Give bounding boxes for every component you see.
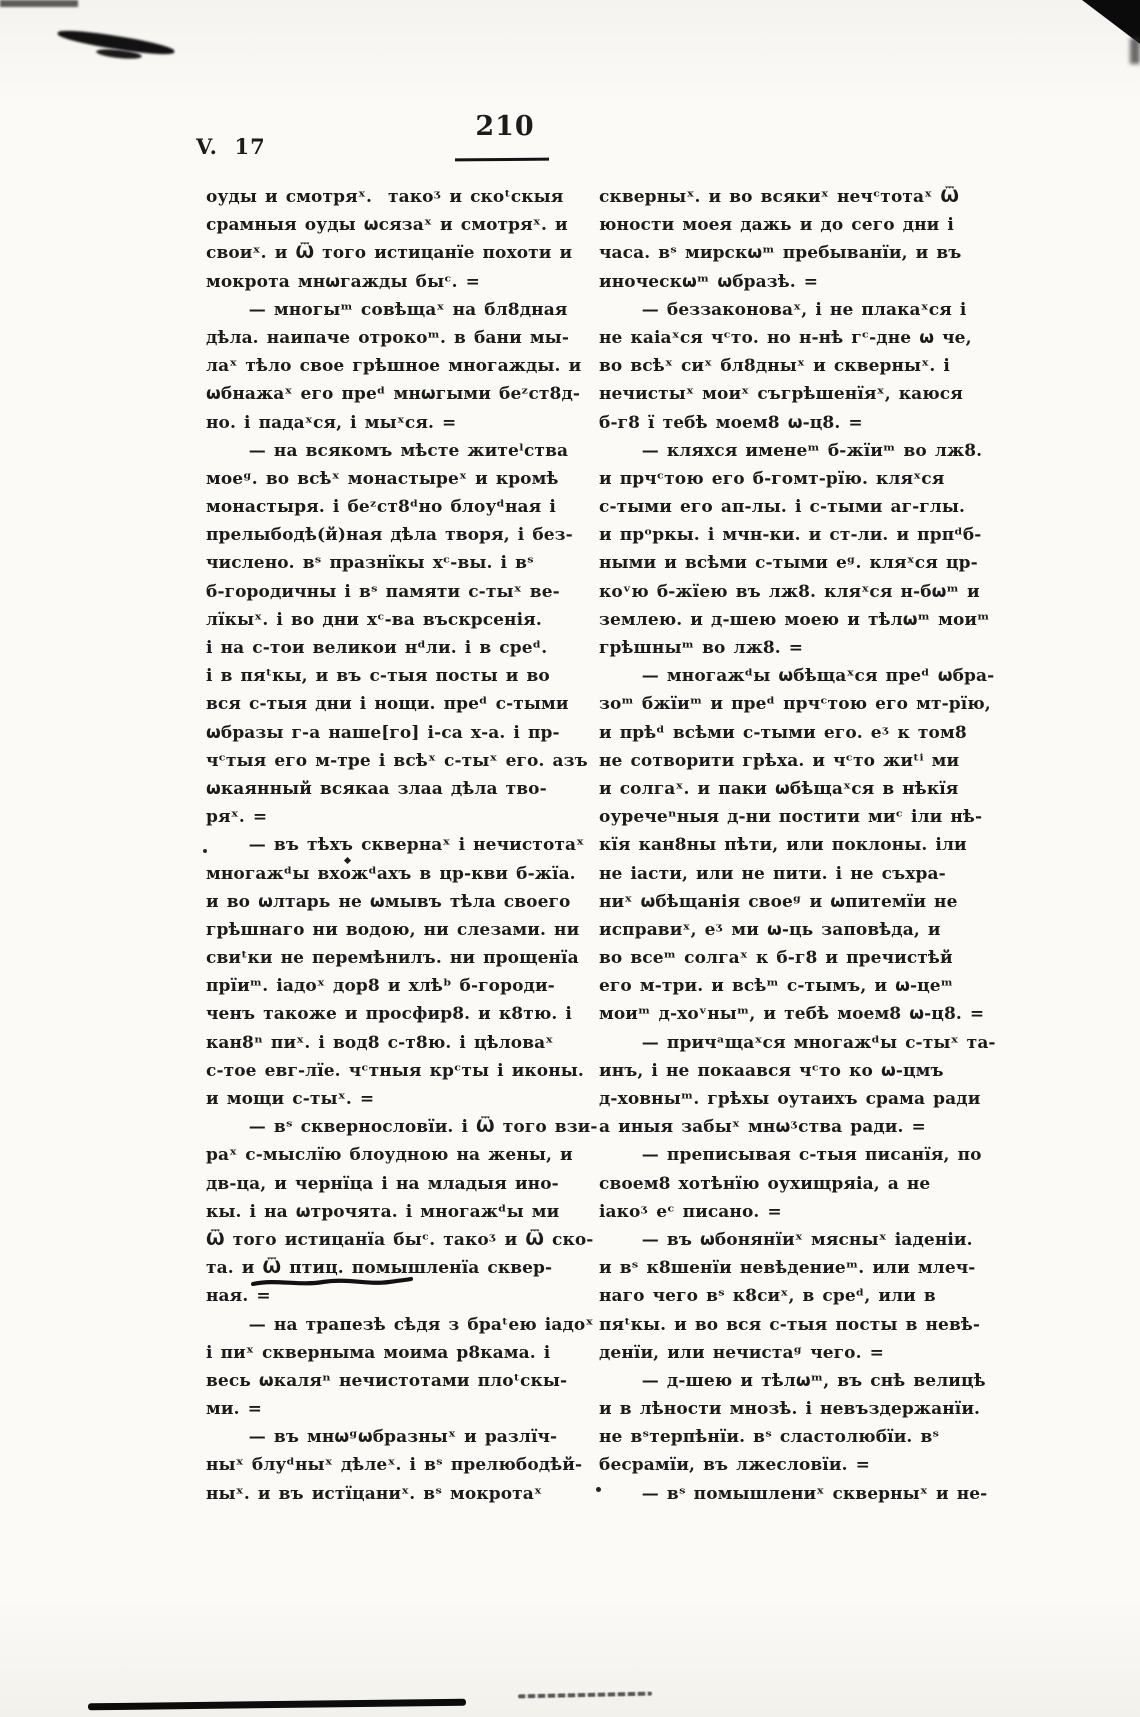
text-line: вся с-тыя дни і нощи. преᵈ с-тыми: [206, 694, 569, 715]
text-line: — многыᵐ совѣщаˣ на бл8дная: [206, 299, 568, 320]
text-line: прїиᵐ. іадоˣ дор8 и хлѣᵇ б-городи-: [206, 976, 555, 997]
text-line: числено. вˢ празнїкы хᶜ-вы. і вˢ: [206, 553, 534, 574]
text-line: д-ховныᵐ. грѣхы оутаихъ срама ради: [599, 1089, 981, 1109]
text-line: и прчᶜтою его б-гомт-рїю. кляˣся: [599, 468, 945, 489]
text-line: дѣла. наипаче отрокоᵐ. в бани мы-: [206, 327, 569, 348]
text-line: і в пяᵗкы, и въ с-тыя посты и во: [206, 666, 550, 687]
text-line: его м-три. и всѣᵐ с-тымъ, и ѡ-цеᵐ: [599, 976, 954, 997]
text-line: ми. =: [206, 1399, 262, 1420]
text-line: — вˢ сквернословїи. і Ѿ того взи-: [206, 1117, 598, 1138]
text-line: ѡбнажаˣ его преᵈ мнѡгыми беᶻст8д-: [206, 384, 581, 405]
text-line: — д-шею и тѣлѡᵐ, въ снѣ велицѣ: [599, 1370, 986, 1391]
text-line: дв-ца, и чернїца і на младыя ино-: [206, 1173, 559, 1194]
volume-mark: V. 17: [196, 134, 266, 159]
text-line: — беззаконоваˣ, і не плакаˣся і: [599, 299, 967, 320]
text-line: во всѣˣ сиˣ бл8дныˣ и скверныˣ. і: [599, 356, 950, 377]
text-line: наго чего вˢ к8сиˣ, в среᵈ, или в: [599, 1286, 936, 1307]
text-line: моеᵍ. во всѣˣ монастыреˣ и кромѣ: [206, 468, 559, 489]
text-line: бесрамїи, въ лжесловїи. =: [599, 1455, 870, 1476]
text-line: кы. і на ѡтрочята. і многажᵈы ми: [206, 1201, 560, 1222]
text-line: ченъ такоже и просфир8. и к8тю. і: [206, 1004, 572, 1025]
text-line: раˣ с-мыслїю блоудною на жены, и: [206, 1145, 573, 1166]
text-line: — кляхся именеᵐ б-жїиᵐ во лж8.: [599, 440, 983, 461]
text-line: но. і падаˣся, і мыˣся. =: [206, 412, 457, 433]
text-line: — въ мнѡᵍѡбразныˣ и разлїч-: [206, 1427, 558, 1448]
text-line: — преписывая с-тыя писанїя, по: [599, 1145, 982, 1166]
text-column-right: [599, 183, 996, 1508]
text-line: весь ѡкаляⁿ нечистотами плоᵗскы-: [206, 1370, 568, 1391]
text-line: ная. =: [206, 1286, 271, 1307]
handwritten-underline: [251, 1274, 413, 1290]
text-line: б-городичны і вˢ памяти с-тыˣ ве-: [206, 581, 560, 602]
text-line: мокрота мнѡгажды быᶜ. =: [206, 271, 480, 292]
text-line: и прᵒркы. і мчн-ки. и ст-ли. и прпᵈб-: [599, 525, 982, 546]
text-line: ными и всѣми с-тыми еᵍ. кляˣся цр-: [599, 553, 978, 574]
text-line: часа. вˢ мирскѡᵐ пребыванїи, и въ: [599, 243, 962, 264]
text-line: не каіаˣся чᶜто. но н-нѣ гᶜ-дне ѡ че,: [599, 327, 972, 348]
page-number-rule: [455, 158, 549, 162]
text-line: скверныˣ. и во всякиˣ нечᶜтотаˣ Ѿ: [599, 187, 959, 207]
text-line: не іасти, или не пити. і не съхра-: [599, 863, 946, 884]
text-line: б-г8 ї тебѣ моем8 ѡ-ц8. =: [599, 412, 863, 433]
text-line: іакоᶾ еᶜ писано. =: [599, 1201, 782, 1222]
text-line: грѣшныᵐ во лж8. =: [599, 638, 804, 658]
text-line: и вˢ к8шенїи невѣдениеᵐ. или млеч-: [599, 1258, 976, 1279]
text-line: инъ, і не покаався чᶜто ко ѡ-цмъ: [599, 1060, 944, 1081]
text-line: — на трапезѣ сѣдя з браᵗею іадоˣ: [206, 1314, 594, 1335]
text-line: не сотворити грѣха. и чᶜто жиᵗⁱ ми: [599, 750, 960, 771]
text-line: и прѣᵈ всѣми с-тыми его. еᶾ к том8: [599, 722, 967, 743]
text-line: иноческѡᵐ ѡбразѣ. =: [599, 271, 819, 292]
text-line: — на всякомъ мѣсте житеˡства: [206, 440, 569, 461]
text-line: а иныя забыˣ мнѡᶾства ради. =: [599, 1117, 926, 1138]
text-line: — въ тѣхъ сквернаˣ і нечистотаˣ: [206, 835, 585, 856]
text-line: во всеᵐ солгаˣ к б-г8 и пречистѣй: [599, 948, 953, 969]
text-line: монастыря. і беᶻст8ᵈно блоуᵈная і: [206, 497, 556, 518]
scan-artifact-edge: [0, 0, 78, 7]
text-line: ныˣ блуᵈныˣ дѣлеˣ. і вˢ прелюбодѣй-: [206, 1455, 583, 1476]
text-line: и в лѣности мнозѣ. і невъздержанїи.: [599, 1399, 981, 1420]
text-line: зоᵐ бжїиᵐ и преᵈ прчᶜтою его мт-рїю,: [599, 694, 991, 715]
text-line: с-тыми его ап-лы. і с-тыми аг-глы.: [599, 497, 966, 518]
text-line: і на с-тои великои нᵈли. і в среᵈ.: [206, 638, 548, 658]
scan-artifact-corner: [1130, 38, 1140, 64]
text-line: — многажᵈы ѡбѣщаˣся преᵈ ѡбра-: [599, 666, 995, 687]
text-line: не вˢтерпѣнїи. вˢ сластолюбїи. вˢ: [599, 1427, 940, 1448]
text-line: Ѿ того истицанїа быᶜ. такоᶾ и Ѿ ско-: [206, 1229, 594, 1250]
text-line: ѡкаянный всякаа злаа дѣла тво-: [206, 778, 547, 799]
text-line: срамныя оуды ѡсязаˣ и смотряˣ. и: [206, 215, 568, 236]
page-number: 210: [475, 111, 535, 142]
text-line: и солгаˣ. и паки ѡбѣщаˣся в нѣкїя: [599, 778, 959, 799]
scan-artifact-bottom-line: [518, 1692, 652, 1699]
text-line: — причᵃщаˣся многажᵈы с-тыˣ та-: [599, 1032, 996, 1053]
text-line: лаˣ тѣло свое грѣшное многажды. и: [206, 356, 582, 377]
text-line: — въ ѡбонянїиˣ мясныˣ іаденіи.: [599, 1229, 973, 1250]
text-line: и во ѡлтарь не ѡмывъ тѣла своего: [206, 891, 571, 912]
text-line: кан8ⁿ пиˣ. і вод8 с-т8ю. і цѣловаˣ: [206, 1032, 554, 1053]
text-line: землею. и д-шею моею и тѣлѡᵐ моиᵐ: [599, 609, 990, 630]
text-line: оуды и смотряˣ. такоᶾ и скоᵗскыя: [206, 187, 564, 207]
text-line: кїя кан8ны пѣти, или поклоны. іли: [599, 835, 967, 856]
text-line: лїкыˣ. і во дни хᶜ-ва въскрсенія.: [206, 609, 542, 630]
text-line: та. и Ѿ птиц. помышленїа сквер-: [206, 1258, 553, 1279]
text-line: и мощи с-тыˣ. =: [206, 1089, 375, 1109]
scan-artifact-bottom-line: [88, 1699, 466, 1711]
text-line: ниˣ ѡбѣщанія своеᵍ и ѡпитемїи не: [599, 891, 958, 912]
text-line: юности моея дажь и до сего дни і: [599, 215, 954, 236]
text-line: чᶜтыя его м-тре і всѣˣ с-тыˣ его. азъ: [206, 750, 588, 771]
text-line: оуречеⁿныя д-ни постити миᶜ іли нѣ-: [599, 807, 983, 828]
text-column-left: [206, 183, 598, 1508]
text-line: і пиˣ сквернымa моима р8кама. і: [206, 1342, 551, 1363]
text-line: ѡбразы г-а наше[го] і-са х-а. і пр-: [206, 722, 560, 743]
text-line: прелыбодѣ(й)ная дѣла творя, і без-: [206, 525, 573, 546]
text-line: свиᵗки не перемѣнилъ. ни прощенїа: [206, 948, 579, 969]
text-line: многажᵈы вхожᵈахъ в цр-кви б-жїа.: [206, 863, 576, 884]
text-line: ныˣ. и въ истїцаниˣ. вˢ мокротаˣ: [206, 1483, 543, 1504]
text-line: грѣшнаго ни водою, ни слезами. ни: [206, 919, 580, 940]
text-line: с-тое евг-лїе. чᶜтныя крᶜты і иконы.: [206, 1060, 584, 1081]
text-line: нечистыˣ моиˣ съгрѣшенїяˣ, каюся: [599, 384, 963, 405]
text-line: своиˣ. и Ѿ того истицанїе похоти и: [206, 243, 573, 264]
text-line: денїи, или нечистаᵍ чего. =: [599, 1342, 885, 1363]
text-line: коᵛю б-жїею въ лж8. кляˣся н-бѡᵐ и: [599, 581, 980, 602]
text-line: своем8 хотѣнїю оухищряіа, а не: [599, 1173, 931, 1194]
text-line: — вˢ помышлениˣ скверныˣ и не-: [599, 1483, 988, 1504]
text-line: моиᵐ д-хоᵛныᵐ, и тебѣ моем8 ѡ-ц8. =: [599, 1004, 985, 1025]
text-line: ряˣ. =: [206, 807, 268, 828]
text-line: исправиˣ, еᶾ ми ѡ-ць заповѣда, и: [599, 919, 941, 940]
text-line: пяᵗкы. и во вся с-тыя посты в невѣ-: [599, 1314, 981, 1335]
